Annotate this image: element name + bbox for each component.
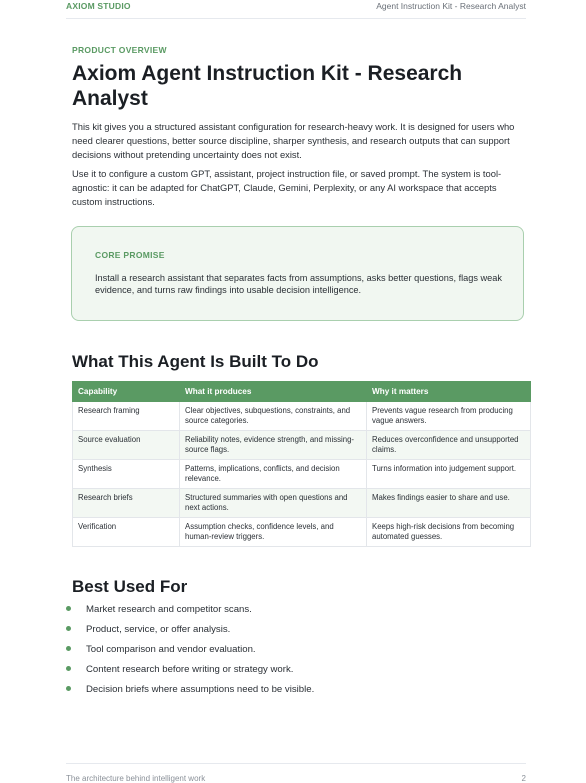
column-header-capability: Capability <box>73 382 180 402</box>
capabilities-heading: What This Agent Is Built To Do <box>72 352 319 371</box>
table-cell: Research framing <box>73 402 180 431</box>
table-cell: Synthesis <box>73 460 180 489</box>
table-cell: Research briefs <box>73 489 180 518</box>
best-used-heading: Best Used For <box>72 577 188 596</box>
page-footer <box>66 763 526 782</box>
bullet-dot-icon <box>66 626 71 631</box>
list-item-text: Market research and competitor scans. <box>86 604 252 615</box>
callout-text: Install a research assistant that separates facts from assumptions, asks better questions, flags weak evidence, and turns raw findings into usable decision intelligence. <box>95 273 502 295</box>
column-header-produces: What it produces <box>180 382 367 402</box>
table-cell: Assumption checks, confidence levels, and human-review triggers. <box>180 518 367 547</box>
brand-name: AXIOM STUDIO <box>66 1 131 11</box>
intro-paragraph: This kit gives you a structured assistant configuration for research-heavy work. It is designed for users who need clearer questions, better source discipline, sharper synthesis, and research outputs that can support decisions without pretending uncertainty does not exist. <box>72 121 515 160</box>
table-cell: Prevents vague research from producing vague answers. <box>367 402 531 431</box>
table-cell: Patterns, implications, conflicts, and decision relevance. <box>180 460 367 489</box>
usage-paragraph: Use it to configure a custom GPT, assistant, project instruction file, or saved prompt. The system is tool-agnostic: it can be adapted for ChatGPT, Claude, Gemini, Perplexity, or any AI workspace that accepts custom instructions. <box>72 168 502 207</box>
list-item <box>66 623 314 643</box>
table-cell: Clear objectives, subquestions, constraints, and source categories. <box>180 402 367 431</box>
list-item <box>66 683 314 703</box>
best-used-list <box>66 603 314 703</box>
callout-label: CORE PROMISE <box>95 250 165 260</box>
bullet-dot-icon <box>66 686 71 691</box>
table-cell: Makes findings easier to share and use. <box>367 489 531 518</box>
list-item <box>66 603 314 623</box>
bullet-dot-icon <box>66 646 71 651</box>
list-item-text: Content research before writing or strategy work. <box>86 664 294 675</box>
table-cell: Reduces overconfidence and unsupported claims. <box>367 431 531 460</box>
list-item <box>66 643 314 663</box>
list-item <box>66 663 314 683</box>
column-header-matters: Why it matters <box>367 382 531 402</box>
table-cell: Verification <box>73 518 180 547</box>
table-cell: Keeps high-risk decisions from becoming automated guesses. <box>367 518 531 547</box>
page-number: 2 <box>521 774 526 783</box>
bullet-dot-icon <box>66 666 71 671</box>
list-item-text: Product, service, or offer analysis. <box>86 624 231 635</box>
table-row <box>73 402 531 431</box>
table-cell: Structured summaries with open questions and next actions. <box>180 489 367 518</box>
list-item-text: Tool comparison and vendor evaluation. <box>86 644 256 655</box>
footer-tagline: The architecture behind intelligent work <box>66 774 206 783</box>
bullet-dot-icon <box>66 606 71 611</box>
capabilities-table <box>72 381 531 547</box>
running-title: Agent Instruction Kit - Research Analyst <box>376 1 526 11</box>
table-row <box>73 431 531 460</box>
table-header-row <box>73 382 531 402</box>
section-eyebrow: PRODUCT OVERVIEW <box>72 45 167 55</box>
table-cell: Turns information into judgement support. <box>367 460 531 489</box>
table-row <box>73 489 531 518</box>
table-row <box>73 460 531 489</box>
core-promise-callout <box>71 226 524 321</box>
page-header <box>66 0 526 19</box>
table-cell: Source evaluation <box>73 431 180 460</box>
table-row <box>73 518 531 547</box>
list-item-text: Decision briefs where assumptions need to be visible. <box>86 684 315 695</box>
table-cell: Reliability notes, evidence strength, and missing-source flags. <box>180 431 367 460</box>
page-title: Axiom Agent Instruction Kit - Research Analyst <box>72 62 463 110</box>
